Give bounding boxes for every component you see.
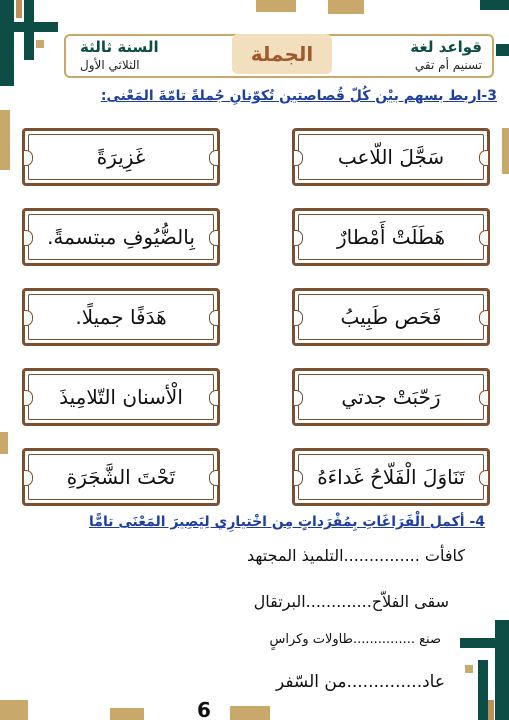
corner-decoration [256, 0, 296, 12]
right-box-text: رَحّبَتْ جدتي [341, 385, 441, 409]
corner-decoration [478, 660, 488, 720]
left-box-text: غَزِيرَةً [96, 145, 146, 169]
right-box-text: تَنَاوَلَ الْفَلّاحُ غَداءَهُ [317, 465, 465, 489]
right-box [292, 288, 490, 346]
left-box-text: هَدَفًا جميلًا. [75, 305, 167, 329]
corner-decoration [460, 638, 509, 648]
left-box [22, 448, 220, 506]
right-box-text: سَجَّلَ اللّاعب [337, 145, 445, 169]
fill-blank-line: سقى الفلاّح.............البرتقال [253, 592, 449, 611]
right-box [292, 448, 490, 506]
exercise-4-title: 4- أكمل الْفَرَاغَاتِ بِمُفْرَداتٍ مِن اخْتيارِي لِيَصِيرَ المَعْنَى تامًّا [89, 514, 485, 530]
left-box [22, 128, 220, 186]
worksheet-header [64, 34, 494, 78]
corner-decoration [0, 432, 8, 454]
right-box-text: فَحَص طَبِيبُ [340, 305, 442, 329]
left-box-text: الْأسنان التّلامِيذَ [59, 385, 183, 409]
fill-blank-line: كافأت ...............التلميذ المجتهد [247, 546, 465, 565]
lesson-title-badge [232, 34, 332, 74]
fill-blank-line: عاد..............من السّفر [275, 672, 445, 692]
left-box-text: بِالضُّيُوفِ مبتسمةً. [47, 225, 195, 249]
page-number: 6 [197, 698, 211, 720]
corner-decoration [16, 0, 22, 18]
right-box [292, 208, 490, 266]
teacher-name: تسنيم أم تقي [414, 58, 482, 72]
corner-decoration [480, 0, 509, 10]
header-subject-block [410, 38, 482, 74]
left-box-text: تَحْتَ الشَّجَرَةِ [66, 465, 176, 489]
right-box-text: هَطَلَتْ أَمْطارٌ [337, 225, 445, 249]
corner-decoration [328, 0, 364, 14]
corner-decoration [110, 708, 144, 720]
left-box [22, 368, 220, 426]
corner-decoration [0, 700, 28, 720]
corner-decoration [230, 706, 270, 720]
right-box [292, 368, 490, 426]
fill-blank-line: صنع ...............طاولات وكراسٍ [269, 632, 441, 647]
lesson-title: الجملة [250, 42, 314, 66]
left-box [22, 208, 220, 266]
corner-decoration [0, 110, 10, 170]
corner-decoration [495, 620, 509, 720]
right-box [292, 128, 490, 186]
corner-decoration [496, 44, 509, 56]
corner-decoration [0, 0, 14, 86]
header-grade-block [80, 38, 159, 74]
left-box [22, 288, 220, 346]
corner-decoration [465, 665, 473, 673]
corner-decoration [24, 0, 34, 60]
subject-label: قواعد لغة [410, 38, 482, 56]
corner-decoration [502, 128, 509, 174]
term-label: الثلاثي الأول [80, 58, 140, 72]
corner-decoration [36, 40, 44, 48]
exercise-3-title: 3-اربط بسهم بيْن كُلّ قُصاصتين تُكوّنانِ جُملةً تامّةَ المَعْنى: [100, 88, 497, 104]
grade-label: السنة ثالثة [80, 38, 159, 56]
corner-decoration [488, 700, 494, 720]
